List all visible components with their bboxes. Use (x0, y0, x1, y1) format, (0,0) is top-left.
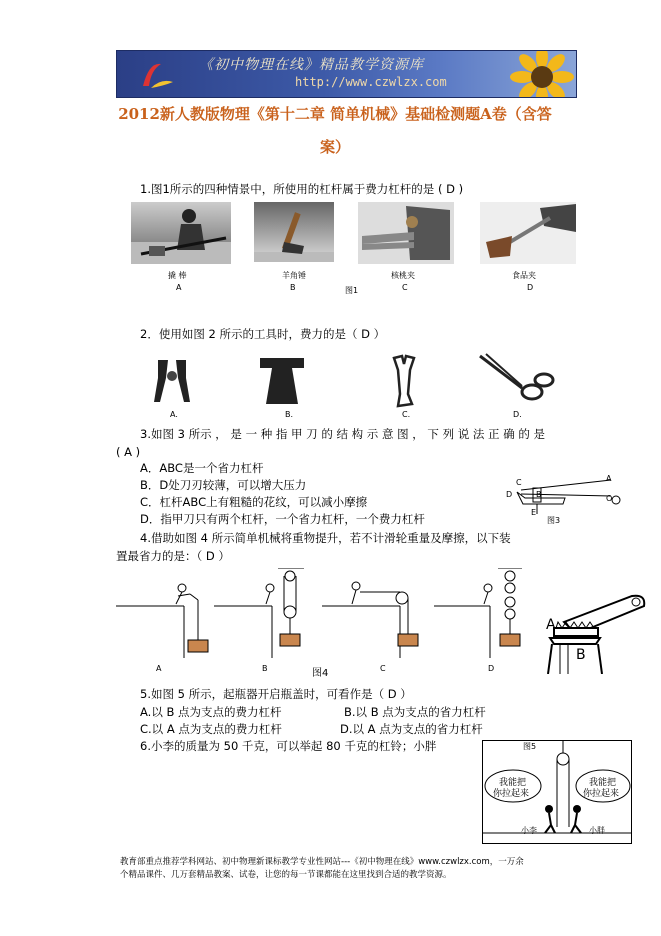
q5-option-d: D.以 A 点为支点的省力杠杆 (340, 722, 483, 736)
pulley-setup-d (434, 568, 534, 658)
q1-figure-label: 图1 (345, 286, 359, 295)
q3-label-d: D (506, 490, 513, 499)
question-6: 6.小李的质量为 50 千克，可以举起 80 千克的杠铃；小胖 (140, 739, 437, 753)
bubble-left-line1: 我能把 (499, 778, 527, 788)
q3-option-c: C．杠杆ABC上有粗糙的花纹，可以减小摩擦 (140, 495, 368, 509)
footer-line-2: 个精品课件、几万套精品教案、试卷，让您的每一节课都能在这里找到合适的教学资源。 (120, 870, 452, 880)
sunflower-icon (510, 50, 574, 98)
caption-claw-hammer: 羊角锤 (282, 271, 306, 280)
photo-food-tongs (480, 202, 576, 264)
figure-5-box (482, 740, 632, 844)
q3-label-a: A (606, 474, 612, 483)
page-title-cont: 案） (320, 138, 351, 156)
q5-label-b: B (576, 647, 586, 663)
photo-claw-hammer (254, 202, 334, 262)
name-left: 小李 (521, 826, 537, 835)
site-banner (116, 50, 577, 98)
q3-label-b: B (536, 490, 542, 499)
q4-letter-a: A (156, 664, 162, 673)
q4-figure-label: 图4 (312, 668, 329, 679)
tool-pliers-icon (150, 356, 194, 406)
pulley-setup-b (214, 568, 314, 658)
q3-figure-label: 图3 (547, 516, 561, 525)
pulley-setup-c (322, 568, 426, 658)
q5-option-a: A.以 B 点为支点的费力杠杆 (140, 705, 282, 719)
question-2: 2．使用如图 2 所示的工具时，费力的是（ D ） (140, 327, 386, 341)
q2-letter-b: B. (285, 410, 294, 419)
tool-wrench-icon (392, 354, 418, 408)
q5-option-c: C.以 A 点为支点的费力杠杆 (140, 722, 282, 736)
tool-scissors-icon (476, 352, 556, 408)
footer-line-1: 教育部重点推荐学科网站、初中物理新课标教学专业性网站---《初中物理在线》www.czwlzx.com，一万余 (120, 857, 524, 867)
bottle-opener-diagram (540, 592, 650, 674)
page-title: 2012新人教版物理《第十二章 简单机械》基础检测题A卷（含答 (118, 105, 552, 123)
q3-option-d: D．指甲刀只有两个杠杆，一个省力杠杆，一个费力杠杆 (140, 512, 425, 526)
banner-title: 《初中物理在线》精品教学资源库 (199, 57, 424, 73)
photo-nutcracker (358, 202, 454, 264)
q1-letter-b: B (290, 283, 296, 292)
bubble-right-line1: 我能把 (589, 778, 617, 788)
q3-label-o: O (606, 494, 613, 503)
q1-letter-d: D (527, 283, 534, 292)
pulley-setup-a (116, 572, 216, 658)
q3-label-c: C (516, 478, 522, 487)
q4-letter-d: D (488, 664, 495, 673)
tool-bottle-opener-icon (256, 356, 308, 406)
name-right: 小胖 (589, 826, 605, 835)
page-footer (120, 856, 565, 882)
caption-food-tongs: 食品夹 (512, 271, 536, 280)
q6-figure-label: 图5 (523, 742, 537, 751)
question-1: 1.图1所示的四种情景中，所使用的杠杆属于费力杠杆的是 ( D ) (140, 182, 464, 196)
q3-option-b: B．D处刀刃较薄，可以增大压力 (140, 478, 307, 492)
q2-letter-a: A. (170, 410, 178, 419)
q4-letter-c: C (380, 664, 386, 673)
q5-option-b: B.以 B 点为支点的省力杠杆 (344, 705, 486, 719)
banner-url[interactable]: http://www.czwlzx.com (295, 75, 447, 89)
q5-label-a: A (546, 617, 556, 633)
photo-crowbar (131, 202, 231, 264)
question-5: 5.如图 5 所示，起瓶器开启瓶盖时，可看作是（ D ） (140, 687, 412, 701)
question-4-cont: 置最省力的是：（ D ） (116, 549, 230, 563)
site-logo-icon (139, 56, 175, 92)
q3-label-e: E (531, 508, 537, 517)
bubble-right-line2: 你拉起来 (583, 789, 620, 799)
q1-letter-c: C (402, 283, 408, 292)
question-3: 3.如图 3 所示 ， 是 一 种 指 甲 刀 的 结 构 示 意 图 ， 下 列 说 法 正 确 的 是 (140, 427, 546, 441)
caption-crowbar: 撬 棒 (168, 271, 187, 280)
bubble-left-line2: 你拉起来 (493, 789, 530, 799)
q2-letter-d: D. (513, 410, 522, 419)
q4-letter-b: B (262, 664, 268, 673)
q3-option-a: A．ABC是一个省力杠杆 (140, 461, 264, 475)
question-4: 4.借助如图 4 所示简单机械将重物提升，若不计滑轮重量及摩擦，以下装 (140, 531, 511, 545)
question-3-answer: ( A ) (116, 445, 141, 459)
q2-letter-c: C. (402, 410, 411, 419)
q1-letter-a: A (176, 283, 182, 292)
caption-nutcracker: 核桃夹 (391, 271, 415, 280)
